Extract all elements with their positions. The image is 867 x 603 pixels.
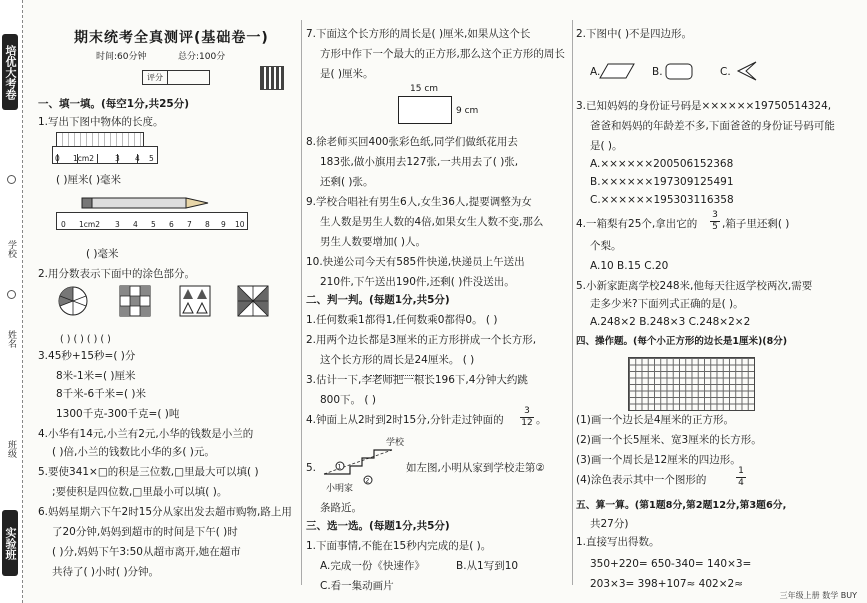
pencil-icon — [82, 196, 212, 210]
section-4-heading: 四、操作题。(每个小正方形的边长是1厘米)(8分) — [576, 336, 788, 347]
ruler-label: 5 — [151, 220, 156, 229]
ruler-label: 4 — [133, 220, 138, 229]
select-3-option-c: C.××××××195303116358 — [590, 194, 734, 206]
ruler-label: 4 — [135, 154, 140, 163]
fraction-denominator: 12 — [521, 418, 533, 429]
section-5-heading: 五、算一算。(第1题8分,第2题12分,第3题6分, — [576, 500, 787, 511]
select-1-option-c: C.看一集动画片 — [320, 580, 394, 592]
rounded-rectangle-icon — [666, 64, 692, 79]
operate-4-fraction — [736, 466, 746, 490]
binding-spine — [0, 0, 23, 603]
spine-name-label: 姓名 — [6, 330, 16, 348]
q3-line-3: 8千米-6千米=( )米 — [56, 388, 146, 400]
q4-line-1: 4.小华有14元,小兰有2元,小华的钱数是小兰的 — [38, 428, 254, 440]
q1-answer-2: ( )毫米 — [86, 248, 119, 260]
exam-time: 时间:60分钟 — [96, 52, 147, 62]
fraction-numerator: 3 — [520, 406, 534, 418]
section-5-heading-cont: 共27分) — [590, 518, 629, 530]
q10-line-1: 10.快递公司今天有585件快递,快递员上午送出 — [306, 256, 525, 268]
judge-2-line-2: 这个长方形的周长是24厘米。 ( ) — [320, 354, 475, 366]
select-2-option-c: C. — [720, 66, 731, 78]
q8-line-2: 183张,做小旗用去127张,一共用去了( )张, — [320, 156, 519, 168]
ruler-label: 1cm2 — [73, 154, 94, 163]
fraction-denominator: 4 — [738, 478, 744, 489]
spine-class-label: 班级 — [6, 440, 16, 458]
select-4-line-2: 个梨。 — [590, 240, 622, 252]
route-diagram-icon — [320, 448, 396, 486]
select-4-line-1b: ,箱子里还剩( ) — [722, 218, 790, 230]
select-1-option-b: B.从1写到10 — [456, 560, 519, 572]
operate-1: (1)画一个边长是4厘米的正方形。 — [576, 414, 735, 426]
q8-line-3: 还剩( )张。 — [320, 176, 374, 188]
q1-text: 1.写出下图中物体的长度。 — [38, 116, 164, 128]
select-4-options: A.10 B.15 C.20 — [590, 260, 669, 272]
ruler-label: 10 — [235, 220, 245, 229]
calc-row-2: 203×3= 398+107≈ 402×2≈ — [590, 578, 743, 590]
arrow-quad-icon — [738, 62, 756, 80]
quadrilateral-options-figure — [596, 62, 796, 82]
fraction-denominator: 5 — [712, 222, 718, 233]
q6-line-1: 6.妈妈星期六下午2时15分从家出发去超市购物,路上用 — [38, 506, 292, 518]
select-3-line-2: 爸爸和妈妈的年龄差不多,下面爸爸的身份证号码可能 — [590, 120, 835, 132]
spine-brand: 培优大考卷 — [2, 34, 18, 110]
ruler-short — [52, 146, 158, 164]
q2-text: 2.用分数表示下面中的涂色部分。 — [38, 268, 196, 280]
school-label: 学校 — [386, 438, 405, 448]
judge-5-line-2: 条路近。 — [320, 502, 362, 514]
rect-height-label: 9 cm — [456, 106, 479, 116]
judge-4-tail: 。 — [536, 414, 547, 426]
select-2-option-b: B. — [652, 66, 663, 78]
section-2-heading: 二、判一判。(每题1分,共5分) — [306, 294, 450, 306]
select-1: 1.下面事情,不能在15秒内完成的是( )。 — [306, 540, 492, 552]
binding-hole-icon — [7, 290, 16, 299]
select-5-options: A.248×2 B.248×3 C.248×2×2 — [590, 316, 751, 328]
section-3-heading: 三、选一选。(每题1分,共5分) — [306, 520, 450, 532]
rectangle-figure — [398, 96, 452, 124]
ruler-label: 0 — [55, 154, 60, 163]
q2-blanks: ( ) ( ) ( ) ( ) — [60, 334, 111, 345]
select-2: 2.下图中( )不是四边形。 — [576, 28, 693, 40]
ruler-label: 5 — [149, 154, 154, 163]
qr-code-icon — [260, 66, 284, 90]
judge-2-line-1: 2.用两个边长都是3厘米的正方形拼成一个长方形, — [306, 334, 537, 346]
calc-row-1: 350+220= 650-340= 140×3= — [590, 558, 752, 570]
eraser-icon — [56, 132, 144, 147]
column-divider — [301, 20, 302, 585]
select-3-option-b: B.××××××197309125491 — [590, 176, 734, 188]
select-4-line-1: 4.一箱梨有25个,拿出它的 — [576, 218, 698, 230]
select-4-fraction — [710, 210, 720, 234]
svg-text:2: 2 — [365, 477, 370, 485]
q1-answer-1: ( )厘米( )毫米 — [56, 174, 122, 186]
q6-line-2: 了20分钟,妈妈到超市的时间是下午( )时 — [52, 526, 238, 538]
fraction-numerator: 3 — [710, 210, 720, 222]
q5-line-1: 5.要使341×□的积是三位数,□里最大可以填( ) — [38, 466, 259, 478]
shaded-square-diagonals-icon — [238, 286, 268, 316]
operate-3: (3)画一个周长是12厘米的四边形。 — [576, 454, 741, 466]
operate-2: (2)画一个长5厘米、宽3厘米的长方形。 — [576, 434, 762, 446]
ruler-label: 6 — [169, 220, 174, 229]
score-box — [142, 70, 210, 85]
exam-total-score: 总分:100分 — [178, 52, 226, 62]
q5-line-2: ;要使积是四位数,□里最小可以填( )。 — [52, 486, 228, 498]
ruler-label: 0 — [61, 220, 66, 229]
q7-line-2: 方形中作下一个最大的正方形,那么这个正方形的周长 — [320, 48, 565, 60]
grid-paper — [628, 357, 755, 411]
ruler-label: 7 — [187, 220, 192, 229]
page-footer: 三年级上册 数学 BUY — [779, 591, 857, 600]
shaded-grid-icon — [120, 286, 150, 316]
judge-1: 1.任何数乘1都得1,任何数乘0都得0。 ( ) — [306, 314, 498, 326]
select-1-option-a: A.完成一份《快速作》 — [320, 560, 425, 572]
shaded-triangles-icon — [180, 286, 210, 316]
q8-line-1: 8.徐老师买回400张彩色纸,同学们做纸花用去 — [306, 136, 518, 148]
judge-5-number: 5. — [306, 462, 317, 474]
ruler-label: 3 — [115, 220, 120, 229]
parallelogram-icon — [600, 64, 634, 78]
spine-bottom-brand: 实验班 — [2, 510, 18, 576]
q9-line-1: 9.学校合唱社有男生6人,女生36人,提要调整为女 — [306, 196, 532, 208]
ruler-label: 8 — [205, 220, 210, 229]
select-5-line-1: 5.小新家距离学校248米,他每天往返学校两次,需要 — [576, 280, 813, 292]
q9-line-2: 生人数是男生人数的4倍,如果女生人数不变,那么 — [320, 216, 544, 228]
section-1-heading: 一、填一填。(每空1分,共25分) — [38, 98, 190, 110]
ruler-label: 3 — [115, 154, 120, 163]
operate-4: (4)涂色表示其中一个图形的 — [576, 474, 707, 486]
select-2-option-a: A. — [590, 66, 601, 78]
q10-line-2: 210件,下午送出190件,还剩( )件没送出。 — [320, 276, 515, 288]
select-5-line-2: 走多少米?下面列式正确的是( )。 — [590, 298, 744, 310]
fraction-numerator: 1 — [736, 466, 746, 478]
binding-hole-icon — [7, 175, 16, 184]
ruler-label: 9 — [221, 220, 226, 229]
q3-line-4: 1300千克-300千克=( )吨 — [56, 408, 180, 420]
judge-4-line-1: 4.钟面上从2时到2时15分,分针走过钟面的 — [306, 414, 504, 426]
q7-line-3: 是( )厘米。 — [320, 68, 374, 80]
q6-line-4: 共待了( )小时( )分钟。 — [52, 566, 160, 578]
column-divider — [572, 20, 573, 585]
select-3-line-1: 3.已知妈妈的身份证号码是××××××19750514324, — [576, 100, 832, 112]
spine-school-label: 学校 — [6, 240, 16, 258]
judge-5-line-1: 如左图,小明从家到学校走第② — [406, 462, 545, 474]
svg-text:1: 1 — [337, 463, 342, 471]
calc-1: 1.直接写出得数。 — [576, 536, 660, 548]
q7-line-1: 7.下面这个长方形的周长是( )厘米,如果从这个长 — [306, 28, 531, 40]
judge-3-line-1: 3.估计一下,李老师把一根长196下,4分钟大约跳 — [306, 374, 528, 386]
ruler-label: 1cm2 — [79, 220, 100, 229]
select-3-option-a: A.××××××200506152368 — [590, 158, 734, 170]
score-label: 评分 — [143, 71, 168, 84]
exam-title: 期末统考全真测评(基础卷一) — [74, 30, 269, 46]
q3-line-2: 8米-1米=( )厘米 — [56, 370, 136, 382]
q4-line-2: ( )倍,小兰的钱数比小华的多( )元。 — [52, 446, 215, 458]
q3-text: 3.45秒+15秒=( )分 — [38, 350, 136, 362]
rect-width-label: 15 cm — [410, 84, 439, 94]
judge-4-fraction — [520, 406, 534, 430]
select-3-line-3: 是( )。 — [590, 140, 623, 152]
judge-3-line-2: 800下。 ( ) — [320, 394, 376, 406]
shaded-circle-icon — [58, 286, 88, 316]
q6-line-3: ( )分,妈妈下午3:50从超市离开,她在超市 — [52, 546, 241, 558]
q9-line-3: 男生人数要增加( )人。 — [320, 236, 427, 248]
ruler-long — [56, 212, 248, 230]
home-label: 小明家 — [326, 484, 354, 494]
dotted-line — [370, 375, 430, 376]
